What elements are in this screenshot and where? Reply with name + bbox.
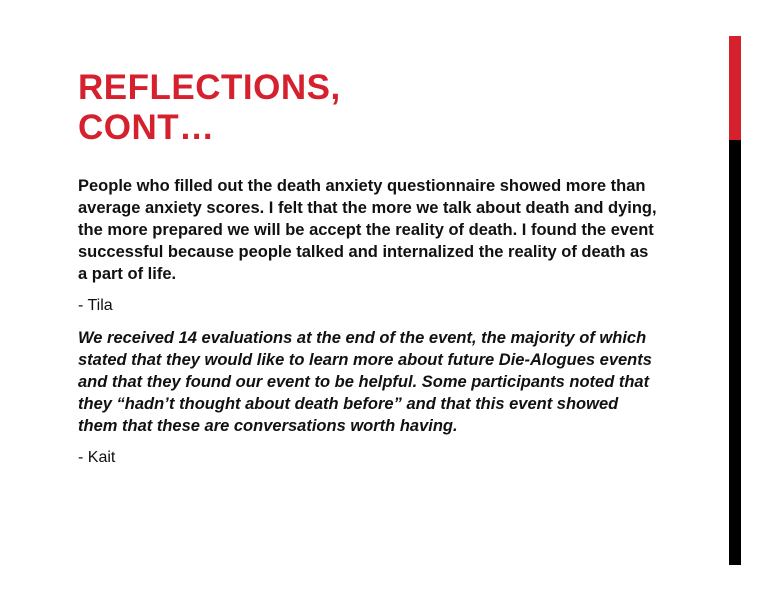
reflection-paragraph-tila: People who filled out the death anxiety questionnaire showed more than average anxiety scores. I felt that the more we talk about death and dying, the more prepared we will be accept the reality of death. I found the event successful because people talked and internalized the reality of death as a part of life. (78, 177, 657, 283)
accent-bar-black (729, 140, 741, 565)
slide-title-line-1: REFLECTIONS, (78, 68, 341, 107)
reflection-paragraph-kait: We received 14 evaluations at the end of the event, the majority of which stated that they would like to learn more about future Die-Alogues events and that they found our event to be helpful. Some participants noted that they “hadn’t thought about death before” and that this event showed them that these are conversations worth having. (78, 329, 652, 435)
signature-tila: - Tila (78, 297, 113, 314)
slide-title (78, 68, 341, 148)
accent-bar-red (729, 36, 741, 140)
slide-title-line-2: CONT… (78, 108, 215, 147)
signature-kait: - Kait (78, 449, 116, 466)
slide-body (78, 175, 658, 469)
